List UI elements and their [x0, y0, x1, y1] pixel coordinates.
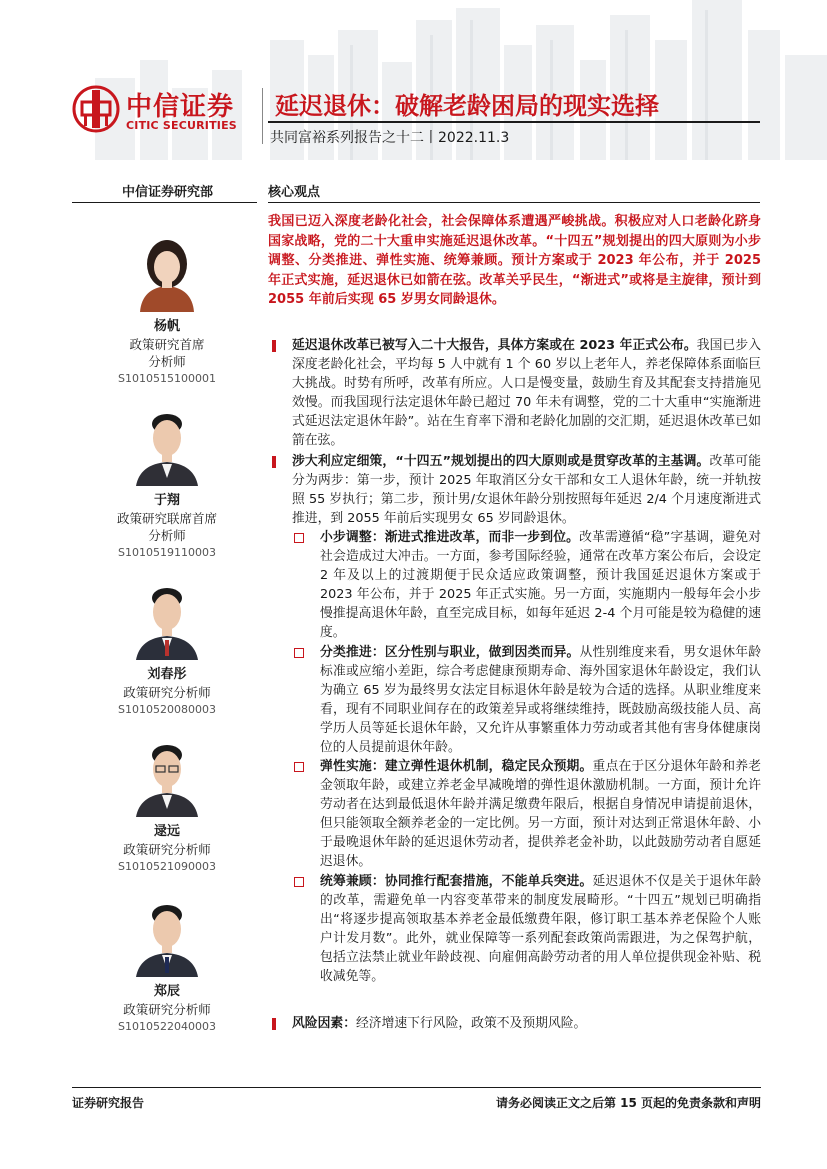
analyst-name: 杨帆	[153, 319, 180, 334]
sub-heading: 分类推进：区分性别与职业，做到因类而异。	[320, 645, 580, 660]
analyst-card	[72, 578, 262, 718]
sub-heading: 统筹兼顾：协同推行配套措施，不能单兵突进。	[320, 874, 593, 889]
core-rule	[268, 202, 760, 203]
sub-heading: 小步调整：渐进式推进改革，而非一步到位。	[320, 530, 580, 545]
analyst-role: 政策研究联席首席	[116, 511, 217, 526]
analyst-cert-id: S1010521090003	[118, 860, 216, 873]
sub-point	[294, 643, 761, 757]
risk-body: 经济增速下行风险，政策不及预期风险。	[355, 1016, 587, 1031]
analyst-photo	[126, 578, 208, 660]
risk-heading: 风险因素：	[292, 1016, 356, 1031]
analyst-name: 于翔	[153, 493, 180, 508]
analyst-role-2: 分析师	[148, 354, 186, 369]
citic-logo	[72, 84, 257, 140]
sub-body: 改革需遵循“稳”字基调，避免对社会造成过大冲击。一方面，参考国际经验，通常在改革方案公布后，会设定 2 年及以上的过渡期便于民众适应政策调整，预计我国延迟退休方案或于 2023 年公布，并于 2025 年正式实施。另一方面，实施期内一般每年会小步慢推提高退休年龄，直至完成目标，如每年延迟 2-4 个月可能是较为稳健的速度。	[320, 530, 761, 640]
brand-name-cn: 中信证券	[126, 92, 235, 122]
analyst-photo	[126, 230, 208, 312]
analyst-name: 刘春彤	[147, 667, 187, 682]
citic-emblem-icon	[72, 84, 120, 134]
header-divider	[262, 88, 263, 144]
core-summary: 我国已迈入深度老龄化社会，社会保障体系遭遇严峻挑战。积极应对人口老龄化跻身国家战略，党的二十大重申实施延迟退休改革。“十四五”规划提出的四大原则为小步调整、分类推进、弹性实施、统筹兼顾。预计方案或于 2023 年公布，并于 2025 年正式实施，延迟退休已如箭在弦。改革关乎民生，“渐进式”或将是主旋律，预计到 2055 年前后实现 65 岁男女同龄退休。	[268, 214, 761, 307]
analyst-card	[72, 895, 262, 1035]
bullet-mark-icon	[272, 340, 276, 352]
bullet-body: 我国已步入深度老龄化社会，平均每 5 人中就有 1 个 60 岁以上老年人，养老保障体系面临巨大挑战。时势有所呼，改革有所应。人口是慢变量，鼓励生育及其配套支持措施见效慢。而我国现行法定退休年龄已超过 70 年未有调整，党的二十大重申“实施渐进式延迟法定退休年龄”。站在生育率下滑和老龄化加剧的交汇期，延迟退休改革已如箭在弦。	[292, 338, 762, 448]
bullet-heading: 延迟退休改革已被写入二十大报告，具体方案或在 2023 年正式公布。	[292, 338, 697, 353]
sub-body: 从性别维度来看，男女退休年龄标准或应缩小差距，综合考虑健康预期寿命、海外国家退休年龄设定，我们认为确立 65 岁为最终男女法定目标退休年龄是较为合适的选择。从职业维度来看，现有不同职业间存在的政策差异或将继续维持，既鼓励高级技能人员、高学历人员等延长退休年龄，又允许从事繁重体力劳动或者其他有害身体健康岗位的人员提前退休年龄。	[320, 645, 762, 755]
brand-name-en: CITIC SECURITIES	[126, 119, 237, 132]
analyst-role: 政策研究分析师	[123, 685, 211, 700]
footer-label: 证券研究报告	[72, 1096, 145, 1110]
footer-disclaimer: 请务必阅读正文之后第 15 页起的免责条款和声明	[495, 1096, 761, 1110]
sub-point	[294, 757, 761, 871]
analyst-photo	[126, 895, 208, 977]
sub-heading: 弹性实施：建立弹性退休机制，稳定民众预期。	[320, 759, 593, 774]
report-subtitle: 共同富裕系列报告之十二丨2022.11.3	[270, 130, 510, 146]
analyst-role-2: 分析师	[148, 528, 186, 543]
bullet-mark-icon	[272, 456, 276, 468]
checkbox-bullet-icon	[294, 648, 304, 658]
sub-body: 延迟退休不仅是关于退休年龄的改革，需避免单一内容变革带来的制度发展畸形。“十四五”规划已明确指出“将逐步提高领取基本养老金最低缴费年限，修订职工基本养老保险个人账户计发月数”。此外，就业保障等一系列配套政策尚需跟进，为之保驾护航，包括立法禁止就业年龄歧视、向雇佣高龄劳动者的用人单位提供现金补贴、税收减免等。	[320, 874, 762, 984]
analyst-card	[72, 404, 262, 561]
analyst-name: 郑辰	[153, 984, 180, 999]
checkbox-bullet-icon	[294, 533, 304, 543]
analyst-role: 政策研究分析师	[123, 842, 211, 857]
analyst-photo	[126, 735, 208, 817]
bullet-body: 改革可能分为两步：第一步，预计 2025 年取消区分女干部和女工人退休年龄，统一并轨按照 55 岁执行；第二步，预计男/女退休年龄分别按照每年延迟 2/4 个月速度渐进式推进，到 2055 年前后实现男女 65 岁同龄退休。	[292, 454, 761, 526]
analyst-card	[72, 735, 262, 875]
title-rule	[268, 121, 760, 123]
analyst-photo	[126, 404, 208, 486]
footer-rule	[72, 1087, 761, 1088]
dept-rule	[72, 202, 257, 203]
bullet-heading: 涉大利应定细策，“十四五”规划提出的四大原则或是贯穿改革的主基调。	[292, 454, 710, 469]
checkbox-bullet-icon	[294, 877, 304, 887]
sub-point	[294, 528, 761, 642]
analyst-cert-id: S1010522040003	[118, 1020, 216, 1033]
sub-point	[294, 872, 761, 986]
analyst-cert-id: S1010515100001	[118, 372, 216, 385]
bullet-point	[272, 336, 761, 450]
checkbox-bullet-icon	[294, 762, 304, 772]
core-title: 核心观点	[268, 185, 321, 200]
risk-factors	[272, 1014, 761, 1033]
sub-body: 重点在于区分退休年龄和养老金领取年龄，或建立养老金早减晚增的弹性退休激励机制。一方面，预计允许劳动者在达到最低退休年龄并满足缴费年限后，根据自身情况申请提前退休，但只能领取全额养老金的一定比例。另一方面，预计对达到正常退休年龄、小于最晚退休年龄的延迟退休劳动者，提供养老金补助，以此鼓励劳动者自愿延迟退休。	[320, 759, 762, 869]
report-title: 延迟退休：破解老龄困局的现实选择	[275, 92, 659, 120]
dept-title: 中信证券研究部	[122, 185, 214, 200]
analyst-role: 政策研究首席	[129, 337, 205, 352]
analyst-card	[72, 230, 262, 387]
analyst-name: 逯远	[153, 824, 180, 839]
analyst-cert-id: S1010520080003	[118, 703, 216, 716]
analyst-role: 政策研究分析师	[123, 1002, 211, 1017]
analyst-cert-id: S1010519110003	[118, 546, 216, 559]
bullet-mark-icon	[272, 1018, 276, 1030]
bullet-point	[272, 452, 761, 528]
